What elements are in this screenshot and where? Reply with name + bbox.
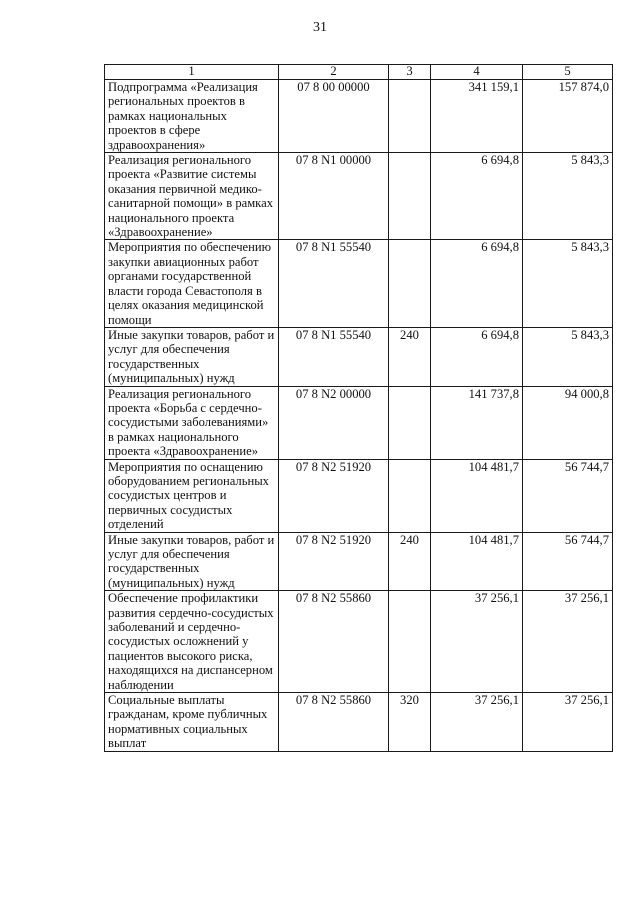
row-amount-1: 37 256,1 [431, 693, 523, 752]
row-type [389, 80, 431, 153]
row-code: 07 8 N1 00000 [279, 153, 389, 240]
row-code: 07 8 N1 55540 [279, 240, 389, 327]
row-name: Иные закупки товаров, работ и услуг для обеспечения государственных (муниципальных) нужд [105, 532, 279, 591]
row-amount-1: 104 481,7 [431, 532, 523, 591]
table-row [105, 693, 613, 752]
row-amount-1: 104 481,7 [431, 459, 523, 532]
row-name: Подпрограмма «Реализация региональных проектов в рамках национальных проектов в сфере здравоохранения» [105, 80, 279, 153]
table-header [105, 65, 613, 80]
row-code: 07 8 N2 51920 [279, 532, 389, 591]
row-amount-2: 56 744,7 [523, 532, 613, 591]
row-name: Социальные выплаты гражданам, кроме публичных нормативных социальных выплат [105, 693, 279, 752]
table-row [105, 459, 613, 532]
row-type [389, 153, 431, 240]
row-amount-1: 6 694,8 [431, 153, 523, 240]
row-amount-1: 141 737,8 [431, 386, 523, 459]
table-row [105, 386, 613, 459]
table-body [105, 80, 613, 752]
page-number: 31 [313, 20, 327, 35]
table-row [105, 327, 613, 386]
row-type [389, 459, 431, 532]
row-type [389, 240, 431, 327]
table-row [105, 153, 613, 240]
row-code: 07 8 N2 55860 [279, 591, 389, 693]
row-name: Иные закупки товаров, работ и услуг для обеспечения государственных (муниципальных) нужд [105, 327, 279, 386]
row-type: 320 [389, 693, 431, 752]
row-amount-2: 5 843,3 [523, 240, 613, 327]
table-row [105, 80, 613, 153]
row-amount-2: 37 256,1 [523, 693, 613, 752]
row-amount-1: 6 694,8 [431, 327, 523, 386]
column-header-1: 1 [105, 65, 279, 80]
row-code: 07 8 N2 51920 [279, 459, 389, 532]
row-name: Реализация регионального проекта «Развитие системы оказания первичной медико-санитарной помощи» в рамках национального проекта «Здравоохранение» [105, 153, 279, 240]
row-amount-2: 56 744,7 [523, 459, 613, 532]
table-row [105, 532, 613, 591]
column-header-2: 2 [279, 65, 389, 80]
row-type [389, 386, 431, 459]
row-amount-1: 37 256,1 [431, 591, 523, 693]
row-name: Мероприятия по обеспечению закупки авиационных работ органами государственной власти города Севастополя в целях оказания медицинской помощи [105, 240, 279, 327]
row-code: 07 8 N2 55860 [279, 693, 389, 752]
table-row [105, 591, 613, 693]
row-code: 07 8 00 00000 [279, 80, 389, 153]
row-name: Реализация регионального проекта «Борьба с сердечно-сосудистыми заболеваниями» в рамках национального проекта «Здравоохранение» [105, 386, 279, 459]
row-amount-2: 37 256,1 [523, 591, 613, 693]
row-type: 240 [389, 327, 431, 386]
row-amount-2: 5 843,3 [523, 327, 613, 386]
column-header-3: 3 [389, 65, 431, 80]
budget-table [104, 64, 613, 752]
row-amount-1: 6 694,8 [431, 240, 523, 327]
row-code: 07 8 N2 00000 [279, 386, 389, 459]
row-type [389, 591, 431, 693]
row-type: 240 [389, 532, 431, 591]
row-code: 07 8 N1 55540 [279, 327, 389, 386]
row-name: Мероприятия по оснащению оборудованием региональных сосудистых центров и первичных сосудистых отделений [105, 459, 279, 532]
column-header-4: 4 [431, 65, 523, 80]
header-row [105, 65, 613, 80]
row-amount-2: 5 843,3 [523, 153, 613, 240]
row-amount-2: 157 874,0 [523, 80, 613, 153]
row-amount-1: 341 159,1 [431, 80, 523, 153]
column-header-5: 5 [523, 65, 613, 80]
row-amount-2: 94 000,8 [523, 386, 613, 459]
row-name: Обеспечение профилактики развития сердечно-сосудистых заболеваний и сердечно-сосудистых осложнений у пациентов высокого риска, находящихся на диспансерном наблюдении [105, 591, 279, 693]
table-row [105, 240, 613, 327]
